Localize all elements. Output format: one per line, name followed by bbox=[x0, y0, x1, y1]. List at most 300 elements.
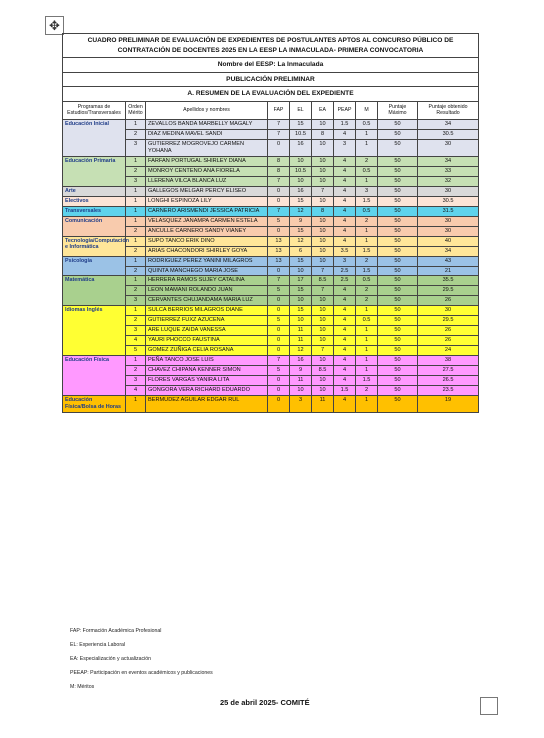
program-cell: Tecnología/Computación e Informática bbox=[63, 236, 126, 256]
table-row bbox=[63, 119, 479, 129]
el-cell: 17 bbox=[290, 276, 312, 286]
peap-cell: 3 bbox=[334, 139, 356, 156]
ea-cell: 10 bbox=[312, 356, 334, 366]
max-score-cell: 50 bbox=[378, 346, 418, 356]
ea-cell: 10 bbox=[312, 139, 334, 156]
fap-cell: 7 bbox=[268, 129, 290, 139]
table-row bbox=[63, 196, 479, 206]
table-row bbox=[63, 166, 479, 176]
table-row bbox=[63, 396, 479, 413]
fap-cell: 0 bbox=[268, 196, 290, 206]
max-score-cell: 50 bbox=[378, 366, 418, 376]
table-row bbox=[63, 129, 479, 139]
result-score-cell: 31.5 bbox=[418, 206, 479, 216]
el-cell: 11 bbox=[290, 326, 312, 336]
name-cell: CHAVEZ CHIPANA KENNER SIMON bbox=[146, 366, 268, 376]
legend-peeap: PEEAP: Participación en eventos académicos y publicaciones bbox=[70, 670, 213, 676]
peap-cell: 4 bbox=[334, 129, 356, 139]
ea-cell: 10 bbox=[312, 306, 334, 316]
table-row bbox=[63, 256, 479, 266]
el-cell: 10.5 bbox=[290, 129, 312, 139]
name-cell: BERMUDEZ AGUILAR EDGAR RUL bbox=[146, 396, 268, 413]
el-cell: 15 bbox=[290, 226, 312, 236]
m-cell: 2 bbox=[356, 156, 378, 166]
peap-cell: 4 bbox=[334, 166, 356, 176]
m-cell: 1 bbox=[356, 396, 378, 413]
peap-cell: 4 bbox=[334, 176, 356, 186]
fap-cell: 0 bbox=[268, 266, 290, 276]
fap-cell: 7 bbox=[268, 119, 290, 129]
peap-cell: 1.5 bbox=[334, 119, 356, 129]
fap-cell: 5 bbox=[268, 216, 290, 226]
table-row bbox=[63, 346, 479, 356]
order-cell: 1 bbox=[126, 256, 146, 266]
order-cell: 2 bbox=[126, 286, 146, 296]
header-order: Orden Mérito bbox=[126, 101, 146, 119]
result-score-cell: 24 bbox=[418, 346, 479, 356]
el-cell: 16 bbox=[290, 186, 312, 196]
table-row bbox=[63, 336, 479, 346]
name-cell: ARIAS CHACONDORI SHIRLEY GOYA bbox=[146, 246, 268, 256]
peap-cell: 4 bbox=[334, 356, 356, 366]
el-cell: 16 bbox=[290, 356, 312, 366]
legend-el: EL: Experiencia Laboral bbox=[70, 642, 126, 648]
max-score-cell: 50 bbox=[378, 236, 418, 246]
m-cell: 1 bbox=[356, 236, 378, 246]
el-cell: 15 bbox=[290, 306, 312, 316]
el-cell: 15 bbox=[290, 119, 312, 129]
order-cell: 1 bbox=[126, 196, 146, 206]
peap-cell: 4 bbox=[334, 316, 356, 326]
ea-cell: 10 bbox=[312, 326, 334, 336]
fap-cell: 0 bbox=[268, 336, 290, 346]
ea-cell: 7 bbox=[312, 346, 334, 356]
result-score-cell: 27.5 bbox=[418, 366, 479, 376]
order-cell: 1 bbox=[126, 119, 146, 129]
peap-cell: 4 bbox=[334, 396, 356, 413]
m-cell: 1.5 bbox=[356, 266, 378, 276]
name-cell: GONGORA VERA RICHARD EDUARDO bbox=[146, 386, 268, 396]
m-cell: 1 bbox=[356, 129, 378, 139]
name-cell: LONGHI ESPINOZA LILY bbox=[146, 196, 268, 206]
ea-cell: 10 bbox=[312, 216, 334, 226]
result-score-cell: 40 bbox=[418, 236, 479, 246]
peap-cell: 2.5 bbox=[334, 276, 356, 286]
fap-cell: 5 bbox=[268, 316, 290, 326]
table-row bbox=[63, 139, 479, 156]
result-score-cell: 30 bbox=[418, 216, 479, 226]
peap-cell: 2.5 bbox=[334, 266, 356, 276]
m-cell: 1 bbox=[356, 356, 378, 366]
m-cell: 2 bbox=[356, 286, 378, 296]
result-score-cell: 43 bbox=[418, 256, 479, 266]
m-cell: 0.5 bbox=[356, 119, 378, 129]
el-cell: 10.5 bbox=[290, 166, 312, 176]
table-row bbox=[63, 226, 479, 236]
program-cell: Educación Física bbox=[63, 356, 126, 396]
ea-cell: 10 bbox=[312, 376, 334, 386]
fap-cell: 13 bbox=[268, 246, 290, 256]
table-row bbox=[63, 376, 479, 386]
result-score-cell: 34 bbox=[418, 246, 479, 256]
table-row bbox=[63, 216, 479, 226]
evaluation-table-container bbox=[62, 33, 480, 413]
max-score-cell: 50 bbox=[378, 139, 418, 156]
result-score-cell: 34 bbox=[418, 156, 479, 166]
max-score-cell: 50 bbox=[378, 226, 418, 236]
name-cell: LEON MAMANI ROLANDO JUAN bbox=[146, 286, 268, 296]
name-cell: LLERENA VILCA BLANCA LUZ bbox=[146, 176, 268, 186]
result-score-cell: 29.5 bbox=[418, 316, 479, 326]
order-cell: 2 bbox=[126, 226, 146, 236]
name-cell: YAURI PHOCCO FAUSTINA bbox=[146, 336, 268, 346]
max-score-cell: 50 bbox=[378, 306, 418, 316]
program-cell: Psicología bbox=[63, 256, 126, 276]
order-cell: 1 bbox=[126, 356, 146, 366]
result-score-cell: 38 bbox=[418, 356, 479, 366]
result-score-cell: 26.5 bbox=[418, 376, 479, 386]
m-cell: 0.5 bbox=[356, 166, 378, 176]
table-header-row bbox=[63, 101, 479, 119]
ea-cell: 10 bbox=[312, 336, 334, 346]
fap-cell: 8 bbox=[268, 166, 290, 176]
el-cell: 11 bbox=[290, 376, 312, 386]
program-cell: Educación Física/Bolsa de Horas bbox=[63, 396, 126, 413]
ea-cell: 10 bbox=[312, 256, 334, 266]
program-cell: Transversales bbox=[63, 206, 126, 216]
fap-cell: 0 bbox=[268, 306, 290, 316]
peap-cell: 4 bbox=[334, 366, 356, 376]
table-row bbox=[63, 326, 479, 336]
m-cell: 1 bbox=[356, 306, 378, 316]
table-row bbox=[63, 236, 479, 246]
m-cell: 1 bbox=[356, 326, 378, 336]
program-cell: Comunicación bbox=[63, 216, 126, 236]
m-cell: 1.5 bbox=[356, 196, 378, 206]
order-cell: 1 bbox=[126, 396, 146, 413]
program-cell: Educación Inicial bbox=[63, 119, 126, 156]
fap-cell: 0 bbox=[268, 296, 290, 306]
m-cell: 2 bbox=[356, 386, 378, 396]
order-cell: 4 bbox=[126, 386, 146, 396]
max-score-cell: 50 bbox=[378, 276, 418, 286]
result-score-cell: 30 bbox=[418, 186, 479, 196]
result-score-cell: 26 bbox=[418, 296, 479, 306]
ea-cell: 10 bbox=[312, 156, 334, 166]
evaluation-table bbox=[62, 33, 479, 413]
legend-fap: FAP: Formación Académica Profesional bbox=[70, 628, 162, 634]
legend-ea: EA: Especialización y actualización bbox=[70, 656, 152, 662]
max-score-cell: 50 bbox=[378, 119, 418, 129]
order-cell: 4 bbox=[126, 336, 146, 346]
name-cell: HERRERA RAMOS SUJEY CATALINA bbox=[146, 276, 268, 286]
ea-cell: 8 bbox=[312, 129, 334, 139]
ea-cell: 8.5 bbox=[312, 276, 334, 286]
footer-date-committee: 25 de abril 2025- COMITÉ bbox=[220, 698, 310, 707]
ea-cell: 10 bbox=[312, 296, 334, 306]
name-cell: PEÑA TANCO JOSE LUIS bbox=[146, 356, 268, 366]
publication-label: PUBLICACIÓN PRELIMINAR bbox=[63, 72, 479, 87]
fap-cell: 0 bbox=[268, 396, 290, 413]
result-score-cell: 35.5 bbox=[418, 276, 479, 286]
order-cell: 1 bbox=[126, 306, 146, 316]
name-cell: GOMEZ ZUÑIGA CELIA ROSANA bbox=[146, 346, 268, 356]
m-cell: 1 bbox=[356, 366, 378, 376]
el-cell: 9 bbox=[290, 366, 312, 376]
result-score-cell: 30 bbox=[418, 139, 479, 156]
max-score-cell: 50 bbox=[378, 206, 418, 216]
el-cell: 10 bbox=[290, 156, 312, 166]
fap-cell: 0 bbox=[268, 139, 290, 156]
peap-cell: 3.5 bbox=[334, 246, 356, 256]
result-score-cell: 23.5 bbox=[418, 386, 479, 396]
max-score-cell: 50 bbox=[378, 386, 418, 396]
max-score-cell: 50 bbox=[378, 166, 418, 176]
m-cell: 2 bbox=[356, 296, 378, 306]
ea-cell: 10 bbox=[312, 246, 334, 256]
table-move-handle-icon[interactable]: ✥ bbox=[45, 16, 64, 35]
max-score-cell: 50 bbox=[378, 129, 418, 139]
max-score-cell: 50 bbox=[378, 286, 418, 296]
ea-cell: 7 bbox=[312, 266, 334, 276]
order-cell: 3 bbox=[126, 176, 146, 186]
institution-name: Nombre del EESP: La Inmaculada bbox=[63, 58, 479, 73]
header-program: Programas de Estudios/Transversales bbox=[63, 101, 126, 119]
header-ea: EA bbox=[312, 101, 334, 119]
max-score-cell: 50 bbox=[378, 156, 418, 166]
name-cell: FLORES VARGAS YANIRA LITA bbox=[146, 376, 268, 386]
order-cell: 1 bbox=[126, 186, 146, 196]
name-cell: ANCULLE CARNERO SANDY VIANEY bbox=[146, 226, 268, 236]
peap-cell: 1.5 bbox=[334, 386, 356, 396]
table-row bbox=[63, 316, 479, 326]
el-cell: 6 bbox=[290, 246, 312, 256]
result-score-cell: 30.5 bbox=[418, 129, 479, 139]
el-cell: 16 bbox=[290, 139, 312, 156]
el-cell: 10 bbox=[290, 316, 312, 326]
max-score-cell: 50 bbox=[378, 256, 418, 266]
result-score-cell: 30.5 bbox=[418, 196, 479, 206]
program-cell: Matemática bbox=[63, 276, 126, 306]
ea-cell: 8.5 bbox=[312, 366, 334, 376]
max-score-cell: 50 bbox=[378, 266, 418, 276]
table-row bbox=[63, 386, 479, 396]
table-row bbox=[63, 276, 479, 286]
order-cell: 1 bbox=[126, 206, 146, 216]
peap-cell: 4 bbox=[334, 376, 356, 386]
el-cell: 11 bbox=[290, 336, 312, 346]
fap-cell: 13 bbox=[268, 236, 290, 246]
order-cell: 2 bbox=[126, 316, 146, 326]
name-cell: GALLEGOS MELGAR PERCY ELISEO bbox=[146, 186, 268, 196]
m-cell: 1 bbox=[356, 176, 378, 186]
m-cell: 1.5 bbox=[356, 246, 378, 256]
name-cell: SUPO TANCO ERIK DINO bbox=[146, 236, 268, 246]
order-cell: 2 bbox=[126, 246, 146, 256]
el-cell: 15 bbox=[290, 286, 312, 296]
table-row bbox=[63, 366, 479, 376]
result-score-cell: 21 bbox=[418, 266, 479, 276]
fap-cell: 5 bbox=[268, 286, 290, 296]
ea-cell: 8 bbox=[312, 206, 334, 216]
order-cell: 2 bbox=[126, 129, 146, 139]
ea-cell: 11 bbox=[312, 396, 334, 413]
result-score-cell: 26 bbox=[418, 336, 479, 346]
m-cell: 0.5 bbox=[356, 206, 378, 216]
name-cell: RODRIGUEZ PEREZ YANINI MILAGROS bbox=[146, 256, 268, 266]
program-cell: Electivos bbox=[63, 196, 126, 206]
order-cell: 3 bbox=[126, 376, 146, 386]
peap-cell: 4 bbox=[334, 296, 356, 306]
el-cell: 10 bbox=[290, 386, 312, 396]
name-cell: QUINTA MANCHEGO MARIA JOSE bbox=[146, 266, 268, 276]
peap-cell: 4 bbox=[334, 326, 356, 336]
table-row bbox=[63, 306, 479, 316]
fap-cell: 0 bbox=[268, 226, 290, 236]
m-cell: 1 bbox=[356, 346, 378, 356]
el-cell: 3 bbox=[290, 396, 312, 413]
order-cell: 2 bbox=[126, 166, 146, 176]
m-cell: 0.5 bbox=[356, 276, 378, 286]
table-row bbox=[63, 206, 479, 216]
order-cell: 1 bbox=[126, 236, 146, 246]
result-score-cell: 19 bbox=[418, 396, 479, 413]
header-m: M bbox=[356, 101, 378, 119]
m-cell: 1.5 bbox=[356, 376, 378, 386]
max-score-cell: 50 bbox=[378, 356, 418, 366]
name-cell: MONROY CENTENO ANA FIORELA bbox=[146, 166, 268, 176]
header-el: EL bbox=[290, 101, 312, 119]
peap-cell: 4 bbox=[334, 196, 356, 206]
table-row bbox=[63, 246, 479, 256]
name-cell: CARNERO ARISMENDI JESSICA PATRICIA bbox=[146, 206, 268, 216]
m-cell: 3 bbox=[356, 186, 378, 196]
ea-cell: 10 bbox=[312, 236, 334, 246]
table-row bbox=[63, 286, 479, 296]
name-cell: DIAZ MEDINA MAVEL SANDI bbox=[146, 129, 268, 139]
peap-cell: 4 bbox=[334, 306, 356, 316]
max-score-cell: 50 bbox=[378, 326, 418, 336]
order-cell: 1 bbox=[126, 216, 146, 226]
legend-m: M: Méritos bbox=[70, 684, 95, 690]
fap-cell: 0 bbox=[268, 346, 290, 356]
header-fap: FAP bbox=[268, 101, 290, 119]
result-score-cell: 30 bbox=[418, 306, 479, 316]
ea-cell: 10 bbox=[312, 386, 334, 396]
fap-cell: 7 bbox=[268, 206, 290, 216]
max-score-cell: 50 bbox=[378, 176, 418, 186]
el-cell: 10 bbox=[290, 296, 312, 306]
max-score-cell: 50 bbox=[378, 296, 418, 306]
fap-cell: 0 bbox=[268, 386, 290, 396]
name-cell: ZEVALLOS BANDA MARBELLY MAGALY bbox=[146, 119, 268, 129]
program-cell: Idiomas Inglés bbox=[63, 306, 126, 356]
peap-cell: 4 bbox=[334, 226, 356, 236]
ea-cell: 10 bbox=[312, 176, 334, 186]
document-title: CUADRO PRELIMINAR DE EVALUACIÓN DE EXPEDIENTES DE POSTULANTES APTOS AL CONCURSO PÚBLICO DE CONTRATACIÓN DE DOCENTES 2025 EN LA EESP LA INMACULADA- PRIMERA CONVOCATORIA bbox=[63, 34, 479, 58]
fap-cell: 0 bbox=[268, 186, 290, 196]
peap-cell: 3 bbox=[334, 256, 356, 266]
table-row bbox=[63, 186, 479, 196]
peap-cell: 4 bbox=[334, 216, 356, 226]
name-cell: GUTIERREZ FUXZ AZUCENA bbox=[146, 316, 268, 326]
order-cell: 2 bbox=[126, 366, 146, 376]
order-cell: 5 bbox=[126, 346, 146, 356]
el-cell: 9 bbox=[290, 216, 312, 226]
order-cell: 1 bbox=[126, 276, 146, 286]
table-row bbox=[63, 156, 479, 166]
fap-cell: 7 bbox=[268, 356, 290, 366]
page-corner-box bbox=[480, 697, 498, 715]
peap-cell: 4 bbox=[334, 286, 356, 296]
max-score-cell: 50 bbox=[378, 396, 418, 413]
table-row bbox=[63, 176, 479, 186]
ea-cell: 10 bbox=[312, 316, 334, 326]
m-cell: 1 bbox=[356, 139, 378, 156]
max-score-cell: 50 bbox=[378, 246, 418, 256]
m-cell: 2 bbox=[356, 256, 378, 266]
order-cell: 1 bbox=[126, 156, 146, 166]
el-cell: 10 bbox=[290, 176, 312, 186]
el-cell: 10 bbox=[290, 266, 312, 276]
name-cell: ARE LUQUE ZAIDA VANESSA bbox=[146, 326, 268, 336]
section-title: A. RESUMEN DE LA EVALUACIÓN DEL EXPEDIENTE bbox=[63, 87, 479, 102]
fap-cell: 8 bbox=[268, 156, 290, 166]
program-cell: Educación Primaria bbox=[63, 156, 126, 186]
header-peap: PEAP bbox=[334, 101, 356, 119]
peap-cell: 4 bbox=[334, 186, 356, 196]
max-score-cell: 50 bbox=[378, 316, 418, 326]
ea-cell: 7 bbox=[312, 186, 334, 196]
table-row bbox=[63, 296, 479, 306]
m-cell: 1 bbox=[356, 226, 378, 236]
result-score-cell: 33 bbox=[418, 166, 479, 176]
fap-cell: 7 bbox=[268, 176, 290, 186]
max-score-cell: 50 bbox=[378, 186, 418, 196]
max-score-cell: 50 bbox=[378, 196, 418, 206]
peap-cell: 4 bbox=[334, 336, 356, 346]
result-score-cell: 26 bbox=[418, 326, 479, 336]
name-cell: VELASQUEZ JANAMPA CARMEN ESTELA bbox=[146, 216, 268, 226]
program-cell: Arte bbox=[63, 186, 126, 196]
el-cell: 15 bbox=[290, 256, 312, 266]
result-score-cell: 34 bbox=[418, 119, 479, 129]
name-cell: FARFAN PORTUGAL SHIRLEY DIANA bbox=[146, 156, 268, 166]
max-score-cell: 50 bbox=[378, 336, 418, 346]
ea-cell: 10 bbox=[312, 226, 334, 236]
fap-cell: 13 bbox=[268, 256, 290, 266]
table-row bbox=[63, 356, 479, 366]
ea-cell: 10 bbox=[312, 119, 334, 129]
m-cell: 1 bbox=[356, 336, 378, 346]
peap-cell: 4 bbox=[334, 206, 356, 216]
el-cell: 12 bbox=[290, 206, 312, 216]
m-cell: 0.5 bbox=[356, 316, 378, 326]
order-cell: 3 bbox=[126, 326, 146, 336]
fap-cell: 7 bbox=[268, 276, 290, 286]
max-score-cell: 50 bbox=[378, 216, 418, 226]
el-cell: 15 bbox=[290, 196, 312, 206]
result-score-cell: 32 bbox=[418, 176, 479, 186]
ea-cell: 10 bbox=[312, 196, 334, 206]
ea-cell: 7 bbox=[312, 286, 334, 296]
header-name: Apellidos y nombres bbox=[146, 101, 268, 119]
result-score-cell: 29.5 bbox=[418, 286, 479, 296]
ea-cell: 10 bbox=[312, 166, 334, 176]
table-row bbox=[63, 266, 479, 276]
name-cell: SULCA BERRIOS MILAGROS DIANE bbox=[146, 306, 268, 316]
order-cell: 3 bbox=[126, 139, 146, 156]
